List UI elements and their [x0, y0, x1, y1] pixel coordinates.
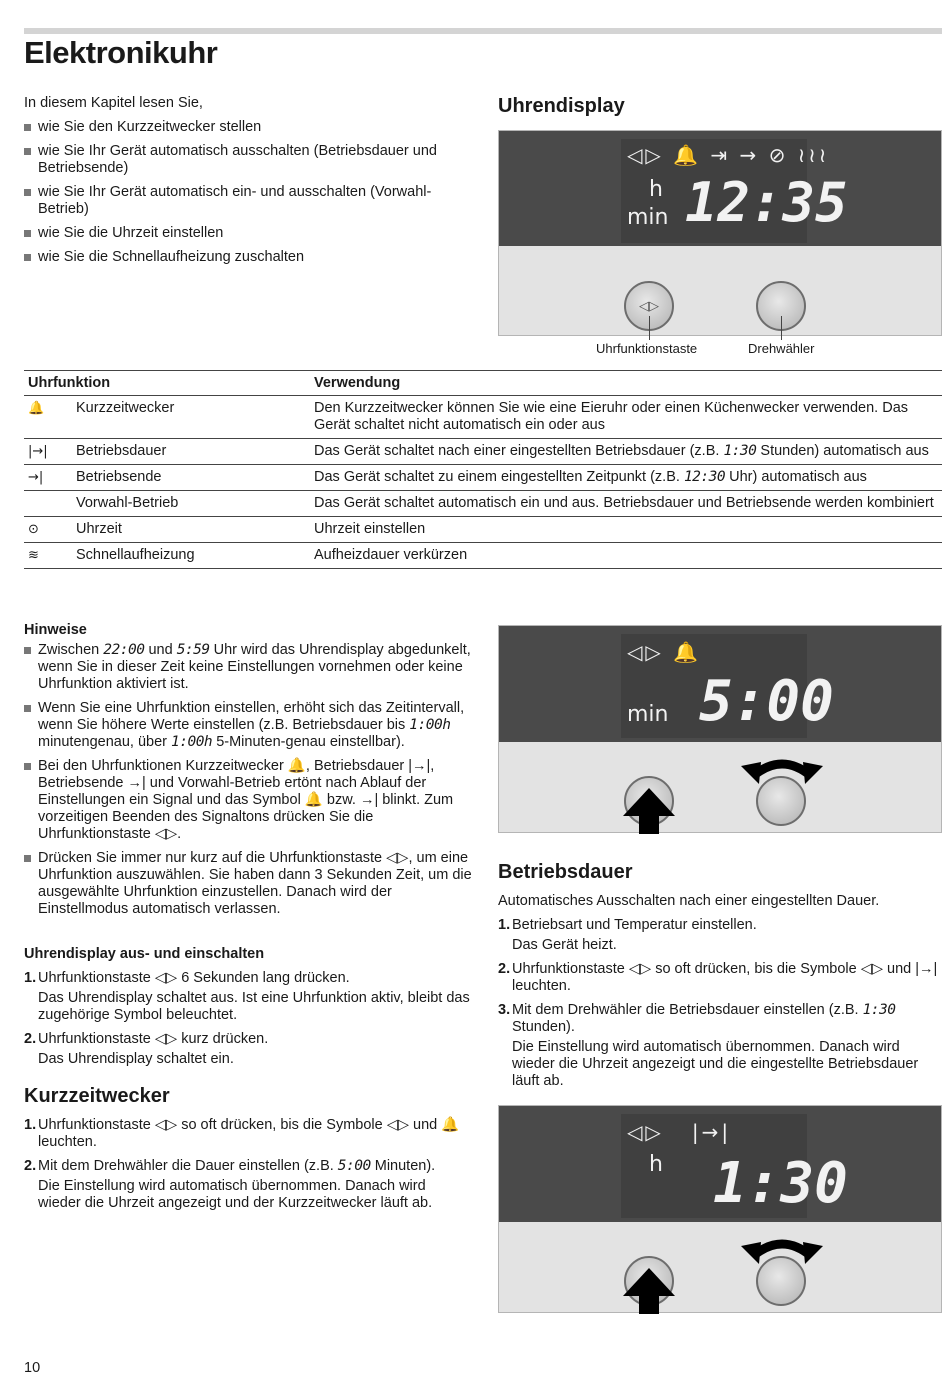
list-item: Drücken Sie immer nur kurz auf die Uhrfunktionstaste ◁▷, um eine Uhrfunktion auszuwählen. Sie haben dann 3 Sekunden Zeit, um die ausgewählte Uhrfunktion einzustellen. Danach wird der Einstellmodus automatisch verlassen. [24, 850, 472, 918]
unit-min: min [627, 205, 669, 230]
step-number: 1. [24, 1117, 37, 1133]
caption-pointer [649, 316, 650, 340]
step-result: Das Gerät heizt. [512, 937, 617, 953]
betriebsdauer-heading: Betriebsdauer [498, 861, 633, 883]
unit-h: h [649, 1152, 663, 1177]
time-readout: 5:00 [699, 669, 834, 734]
display-symbols: ◁▷ |→| [627, 1120, 732, 1144]
segment-value: 1:30 [723, 443, 757, 459]
function-name: Uhrzeit [72, 517, 310, 543]
table-row [24, 465, 942, 491]
unit-min: min [627, 702, 669, 727]
note-text: Zwischen [38, 642, 104, 658]
step-item [24, 1031, 472, 1068]
page-number: 10 [24, 1360, 41, 1376]
note-text: Uhr wird das Uhrendisplay abgedunkelt, wenn Sie in dieser Zeit keine Einstellungen vornehmen oder keine Uhrfunktion aktiviert ist. [38, 642, 471, 692]
function-use: Den Kurzzeitwecker können Sie wie eine Eieruhr oder einen Küchenwecker verwenden. Das Gerät schaltet nicht automatisch ein oder aus [310, 396, 942, 439]
step-text: Uhrfunktionstaste ◁▷ so oft drücken, bis die Symbole ◁▷ und |→| leuchten. [512, 961, 938, 994]
end-time-icon: →| [28, 470, 44, 485]
segment-value: 5:59 [176, 642, 210, 658]
step-item [498, 917, 942, 954]
press-arrow-icon [619, 1266, 679, 1314]
segment-value: 22:00 [103, 642, 145, 658]
clock-display [499, 626, 941, 742]
function-use: Uhrzeit einstellen [310, 517, 942, 543]
list-item: wie Sie die Uhrzeit einstellen [24, 225, 469, 242]
step-number: 2. [24, 1158, 37, 1174]
step-number: 2. [498, 961, 511, 977]
clock-icon: ⊙ [28, 522, 39, 537]
segment-value: 12:30 [683, 469, 726, 485]
clock-function-table [24, 370, 942, 569]
step-number: 3. [498, 1002, 511, 1018]
rotate-arrow-icon [739, 1226, 825, 1266]
list-item [24, 642, 472, 693]
page-title: Elektronikuhr [24, 35, 218, 70]
segment-value: 1:00h [171, 734, 213, 750]
hinweise-list [24, 642, 472, 925]
step-item [498, 1002, 942, 1090]
clock-panel-2 [498, 625, 942, 833]
step-result: Das Uhrendisplay schaltet aus. Ist eine Uhrfunktion aktiv, bleibt das zugehörige Symbol beleuchtet. [38, 990, 470, 1023]
note-text: minutengenau, über [38, 734, 172, 750]
step-text: Uhrfunktionstaste ◁▷ kurz drücken. [38, 1031, 269, 1047]
rotate-arrow-icon [739, 746, 825, 786]
function-use [310, 465, 942, 491]
step-number: 2. [24, 1031, 37, 1047]
note-text: Wenn Sie eine Uhrfunktion einstellen, erhöht sich das Zeitintervall, wenn Sie höhere Werte einstellen (z.B. Betriebsdauer bis [38, 700, 465, 733]
function-name: Betriebsende [72, 465, 310, 491]
table-header-row [24, 371, 942, 396]
bell-icon: 🔔 [28, 401, 45, 416]
step-text: Stunden). [512, 1019, 575, 1035]
clock-panel-1 [498, 130, 942, 336]
function-name: Kurzzeitwecker [72, 396, 310, 439]
step-text: Uhrfunktionstaste ◁▷ so oft drücken, bis die Symbole ◁▷ und 🔔 leuchten. [38, 1117, 460, 1150]
step-number: 1. [498, 917, 511, 933]
col-uhrfunktion: Uhrfunktion [24, 371, 310, 396]
note-text: und [144, 642, 177, 658]
rapid-heat-icon: ≋ [28, 548, 39, 563]
uhrendisplay-heading: Uhrendisplay [498, 95, 625, 117]
intro-lead: In diesem Kapitel lesen Sie, [24, 95, 203, 111]
note-text: 5-Minuten-genau einstellbar). [212, 734, 405, 750]
function-use: Das Gerät schaltet automatisch ein und aus. Betriebsdauer und Betriebsende werden kombiniert [310, 491, 942, 517]
clock-panel-3 [498, 1105, 942, 1313]
step-result: Die Einstellung wird automatisch übernommen. Danach wird wieder die Uhrzeit angezeigt und der Kurzzeitwecker läuft ab. [38, 1178, 433, 1211]
function-name: Vorwahl-Betrieb [72, 491, 310, 517]
col-verwendung: Verwendung [310, 371, 942, 396]
step-text: Mit dem Drehwähler die Dauer einstellen (z.B. [38, 1158, 338, 1174]
display-onoff-steps [24, 970, 472, 1075]
segment-value: 1:00h [409, 717, 451, 733]
table-row [24, 439, 942, 465]
display-symbols: ◁▷ 🔔 ⇥ → ⊘ ≀≀≀ [627, 143, 830, 167]
kurzzeitwecker-steps [24, 1117, 472, 1219]
time-readout: 12:35 [685, 171, 848, 234]
step-text: Mit dem Drehwähler die Betriebsdauer einstellen (z.B. [512, 1002, 863, 1018]
time-readout: 1:30 [713, 1151, 848, 1216]
segment-value: 5:00 [337, 1158, 371, 1174]
caption-clock-function-button: Uhrfunktionstaste [596, 341, 698, 356]
step-text: Betriebsart und Temperatur einstellen. [512, 917, 757, 933]
table-row [24, 517, 942, 543]
clock-function-icon: ◁▷ [639, 298, 659, 314]
step-item [24, 970, 472, 1024]
use-text: Das Gerät schaltet nach einer eingestellten Betriebsdauer (z.B. [314, 443, 724, 459]
hinweise-heading: Hinweise [24, 622, 87, 638]
press-arrow-icon [619, 786, 679, 834]
list-item: wie Sie Ihr Gerät automatisch ausschalten (Betriebsdauer und Betriebsende) [24, 143, 469, 177]
step-item [24, 1158, 472, 1212]
step-text: Uhrfunktionstaste ◁▷ 6 Sekunden lang drücken. [38, 970, 350, 986]
betriebsdauer-lead: Automatisches Ausschalten nach einer eingestellten Dauer. [498, 893, 880, 909]
step-number: 1. [24, 970, 37, 986]
function-use [310, 439, 942, 465]
list-item: wie Sie Ihr Gerät automatisch ein- und ausschalten (Vorwahl-Betrieb) [24, 184, 469, 218]
display-onoff-heading: Uhrendisplay aus- und einschalten [24, 946, 265, 962]
function-name: Schnellaufheizung [72, 543, 310, 569]
segment-value: 1:30 [862, 1002, 896, 1018]
duration-icon: |→| [28, 444, 48, 459]
display-symbols: ◁▷ 🔔 [627, 640, 702, 664]
unit-h: h [649, 177, 663, 202]
use-text: Uhr) automatisch aus [725, 469, 867, 485]
list-item [24, 700, 472, 751]
betriebsdauer-steps [498, 917, 942, 1097]
step-item [24, 1117, 472, 1151]
list-item: wie Sie den Kurzzeitwecker stellen [24, 119, 469, 136]
step-item [498, 961, 942, 995]
list-item: Bei den Uhrfunktionen Kurzzeitwecker 🔔, Betriebsdauer |→|, Betriebsende →| und Vorwahl-Betrieb ertönt nach Ablauf der Einstellungen ein Signal und das Symbol 🔔 bzw. →| blinkt. Zum vorzeitigen Beenden des Signaltons drücken Sie die Uhrfunktionstaste ◁▷. [24, 758, 472, 843]
function-name: Betriebsdauer [72, 439, 310, 465]
function-use: Aufheizdauer verkürzen [310, 543, 942, 569]
table-row [24, 543, 942, 569]
step-result: Das Uhrendisplay schaltet ein. [38, 1051, 234, 1067]
clock-display [499, 1106, 941, 1222]
use-text: Das Gerät schaltet zu einem eingestellten Zeitpunkt (z.B. [314, 469, 684, 485]
kurzzeitwecker-heading: Kurzzeitwecker [24, 1085, 170, 1107]
step-result: Die Einstellung wird automatisch übernommen. Danach wird wieder die Uhrzeit angezeigt und die eingestellte Betriebsdauer läuft ab. [512, 1039, 919, 1089]
use-text: Stunden) automatisch aus [756, 443, 929, 459]
caption-pointer [781, 316, 782, 340]
clock-display [499, 131, 941, 246]
table-row [24, 491, 942, 517]
table-row [24, 396, 942, 439]
list-item: wie Sie die Schnellaufheizung zuschalten [24, 249, 469, 266]
caption-rotary-selector: Drehwähler [748, 341, 815, 356]
intro-list [24, 119, 469, 273]
step-text: Minuten). [370, 1158, 436, 1174]
